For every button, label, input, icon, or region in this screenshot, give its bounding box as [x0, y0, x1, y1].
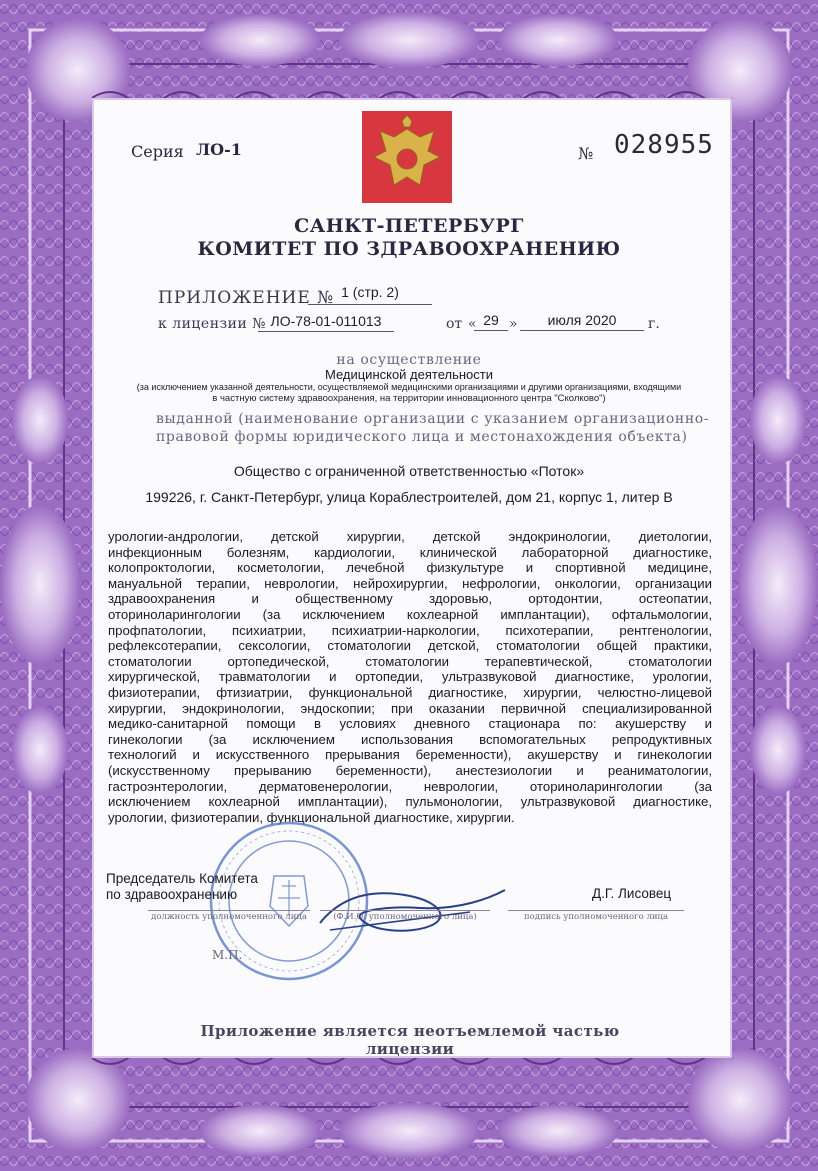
- issued-hint-line2: правовой формы юридического лица и местонахождения объекта): [156, 429, 688, 445]
- services-line: хирургии, эндокринологии, эндоскопии; при оказании первичной специализированной: [108, 700, 712, 716]
- number-sign: №: [578, 144, 594, 163]
- signatory-position-line2: по здравоохранению: [106, 887, 238, 902]
- series-value: ЛО-1: [196, 140, 242, 159]
- activity-note-line2: в частную систему здравоохранения, на территории инновационного центра "Сколково"): [212, 393, 606, 404]
- activity-note-line1: (за исключением указанной деятельности, осуществляемой медицинскими организациями и другими организациями, входящими: [136, 382, 682, 392]
- services-line: (искусственному прерыванию беременности), анестезиологии и реаниматологии,: [108, 762, 712, 778]
- form-number: 028955: [614, 130, 714, 160]
- committee-title: КОМИТЕТ ПО ЗДРАВООХРАНЕНИЮ: [197, 238, 621, 260]
- services-line: урологии, физиотерапии, функциональной диагностике, хирургии.: [108, 809, 515, 825]
- services-line: хирургической, травматологии и ортопедии, ультразвуковой диагностике, урологии,: [108, 669, 712, 685]
- activity-value: Медицинской деятельности: [324, 367, 494, 382]
- services-line: технологий и искусственного прерывания беременности), акушерству и гинекологии: [108, 747, 712, 763]
- services-list: [108, 529, 712, 825]
- services-line: колопроктологии, косметологии, лечебной физкультуре и спортивной медицине,: [108, 560, 712, 576]
- services-line: гинекологии (за исключением использования вспомогательных репродуктивных: [108, 731, 712, 747]
- caption-signature: подпись уполномоченного лица: [508, 910, 684, 922]
- footer-note: Приложение является неотъемлемой частью лицензии: [200, 1022, 620, 1058]
- signatory-name: Д.Г. Лисовец: [592, 886, 672, 901]
- caption-position: должность уполномоченного лица: [148, 910, 310, 922]
- seal-place-mark: М.П.: [212, 948, 243, 962]
- services-line: здравоохранения и общественному здоровью, ортодонтии, остеопатии,: [108, 591, 712, 607]
- services-line: мануальной терапии, неврологии, нейрохирургии, нефрологии, онкологии, организации: [108, 575, 712, 591]
- organization-address: 199226, г. Санкт-Петербург, улица Кораблестроителей, дом 21, корпус 1, литер В: [145, 489, 673, 505]
- services-line: рефлексотерапии, сексологии, стоматологии детской, стоматологии общей практики,: [108, 638, 712, 654]
- signatory-position: [106, 871, 258, 903]
- services-line: физиотерапии, фтизиатрии, функциональной диагностике, хирургии, челюстно-лицевой: [108, 684, 712, 700]
- coat-of-arms-emblem: [362, 111, 452, 203]
- services-line: инфекционным болезням, кардиологии, клинической лабораторной диагностике,: [108, 544, 712, 560]
- side-medallion-left: [0, 505, 80, 665]
- services-line: оториноларингологии (за исключением кохлеарной имплантации), офтальмологии,: [108, 606, 712, 622]
- services-line: урологии-андрологии, детской хирургии, детской эндокринологии, диетологии,: [108, 529, 712, 544]
- side-medallion-right: [738, 505, 818, 665]
- appendix-label: ПРИЛОЖЕНИЕ №: [158, 288, 335, 308]
- license-day-field: 29: [474, 312, 508, 331]
- quote-open: «: [468, 316, 477, 332]
- services-line: гастроэнтерологии, дерматовенерологии, неврологии, оториноларингологии (за: [108, 778, 712, 794]
- series-label: Серия: [131, 142, 184, 161]
- issued-hint-line1: выданной (наименование организации с указанием организационно-: [156, 411, 710, 427]
- year-suffix: г.: [648, 316, 660, 332]
- services-line: профпатологии, психиатрии, психиатрии-наркологии, психотерапии, рентгенологии,: [108, 622, 712, 638]
- organization-name: Общество с ограниченной ответственностью «Поток»: [233, 463, 585, 479]
- date-from-label: от: [446, 316, 463, 332]
- license-number-field: ЛО-78-01-011013: [258, 313, 394, 332]
- handwritten-signature: [300, 868, 520, 948]
- caption-name: (Ф.И.О. уполномоченного лица): [320, 910, 490, 922]
- activity-label: на осуществление: [336, 352, 482, 368]
- quote-close: »: [509, 316, 518, 332]
- signatory-position-line1: Председатель Комитета: [106, 871, 258, 886]
- corner-rosette-br: [688, 1048, 792, 1152]
- services-line: стоматологии ортопедической, стоматологии терапевтической, стоматологии: [108, 653, 712, 669]
- services-line: медико-санитарной помощи в условиях дневного стационара по: акушерству и: [108, 716, 712, 732]
- appendix-number-field: 1 (стр. 2): [308, 284, 432, 305]
- services-line: исключением кохлеарной имплантации), пульмонологии, ультразвуковой диагностике,: [108, 794, 712, 810]
- city-title: САНКТ-ПЕТЕРБУРГ: [294, 215, 524, 237]
- license-month-year-field: июля 2020: [520, 312, 644, 331]
- license-label: к лицензии №: [158, 316, 267, 332]
